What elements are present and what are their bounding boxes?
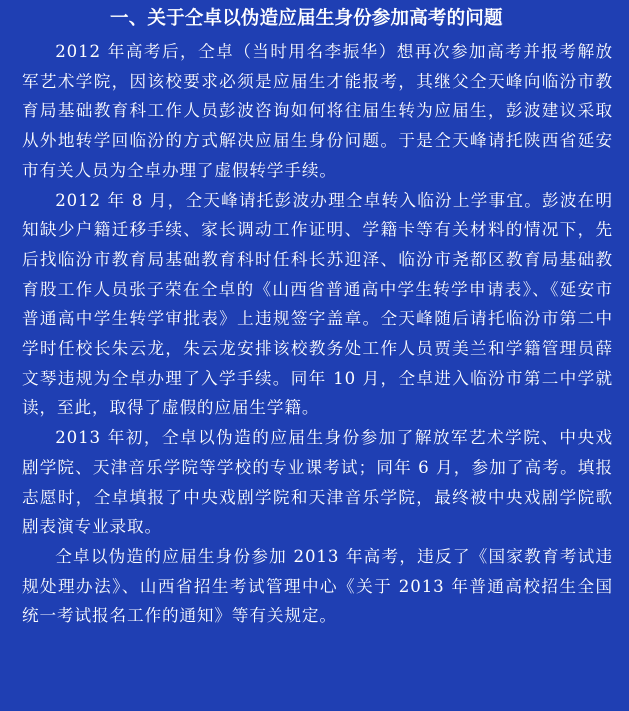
paragraph-2: 2012 年 8 月，仝天峰请托彭波办理仝卓转入临汾上学事宜。彭波在明知缺少户籍迁移手续、家长调动工作证明、学籍卡等有关材料的情况下，先后找临汾市教育局基础教育科时任科长苏迎泽、临汾市尧都区教育局基础教育股工作人员张子荣在仝卓的《山西省普通高中学生转学申请表》、《延安市普通高中学生转学审批表》上违规签字盖章。仝天峰随后请托临汾市第二中学时任校长朱云龙，朱云龙安排该校教务处工作人员贾美兰和学籍管理员薛文琴违规为仝卓办理了入学手续。同年 10 月，仝卓进入临汾市第二中学就读，至此，取得了虚假的应届生学籍。 (22, 190, 613, 418)
paragraph-4: 仝卓以伪造的应届生身份参加 2013 年高考，违反了《国家教育考试违规处理办法》、山西省招生考试管理中心《关于 2013 年普通高校招生全国统一考试报名工作的通知》等有关规定。 (22, 546, 613, 626)
paragraph-3: 2013 年初，仝卓以伪造的应届生身份参加了解放军艺术学院、中央戏剧学院、天津音乐学院等学校的专业课考试；同年 6 月，参加了高考。填报志愿时，仝卓填报了中央戏剧学院和天津音乐学院，最终被中央戏剧学院歌剧表演专业录取。 (22, 428, 613, 537)
section-heading: 一、关于仝卓以伪造应届生身份参加高考的问题 (110, 8, 503, 29)
paragraph-1: 2012 年高考后，仝卓（当时用名李振华）想再次参加高考并报考解放军艺术学院，因该校要求必须是应届生才能报考，其继父仝天峰向临汾市教育局基础教育科工作人员彭波咨询如何将往届生转为应届生，彭波建议采取从外地转学回临汾的方式解决应届生身份问题。于是仝天峰请托陕西省延安市有关人员为仝卓办理了虚假转学手续。 (22, 42, 613, 180)
